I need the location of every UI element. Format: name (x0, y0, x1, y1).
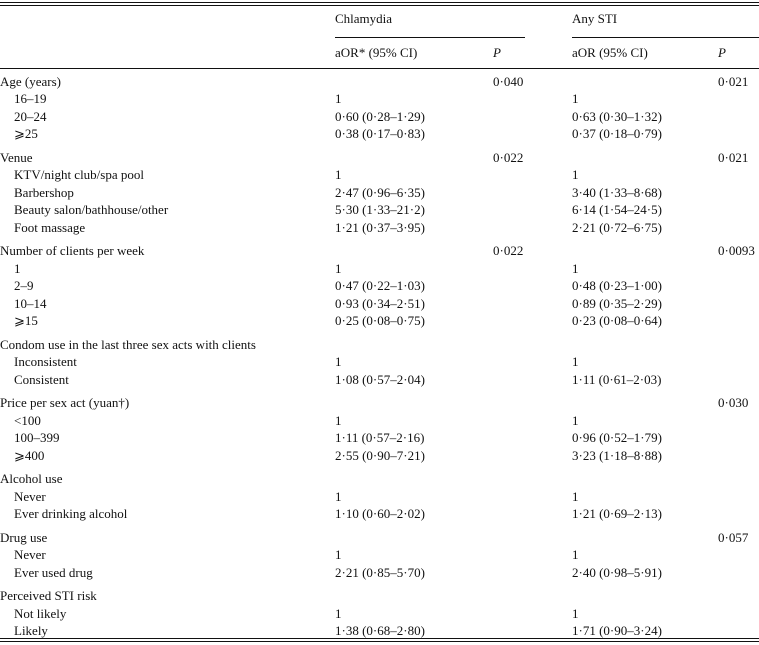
top-rule-inner (0, 5, 759, 6)
group-header-any-sti: Any STI (572, 11, 618, 26)
chlamydia-aor: 0·47 (0·22–1·03) (335, 278, 425, 293)
table-row (0, 166, 759, 184)
chlamydia-aor: 1·11 (0·57–2·16) (335, 430, 425, 445)
col-header-chl-p: P (493, 45, 501, 60)
chlamydia-aor: 1 (335, 167, 342, 182)
chlamydia-aor: 0·38 (0·17–0·83) (335, 126, 425, 141)
row-label: <100 (14, 412, 41, 428)
table-row (0, 546, 759, 564)
chlamydia-p-value: 0·022 (493, 149, 524, 165)
any-sti-aor: 6·14 (1·54–24·5) (572, 202, 662, 217)
row-label: ⩾25 (14, 126, 38, 141)
row-label: Barbershop (14, 184, 74, 200)
section-header-row (0, 149, 759, 167)
chlamydia-p-value: 0·040 (493, 73, 524, 89)
table-row (0, 412, 759, 430)
row-label: Never (14, 488, 46, 504)
section-title: Alcohol use (0, 471, 63, 486)
table-row (0, 184, 759, 202)
section-title: Drug use (0, 529, 48, 545)
any-sti-aor: 1 (572, 260, 579, 276)
row-label: 2–9 (14, 278, 34, 293)
row-label: 16–19 (14, 91, 47, 106)
any-sti-aor: 1 (572, 605, 579, 621)
section-header-row (0, 73, 759, 91)
row-label: 100–399 (14, 430, 60, 445)
table-row (0, 353, 759, 371)
table-row (0, 505, 759, 523)
chlamydia-p-value: 0·022 (493, 243, 524, 258)
any-sti-aor: 1·71 (0·90–3·24) (572, 623, 662, 638)
row-label: ⩾15 (14, 313, 38, 328)
section-title: Perceived STI risk (0, 588, 97, 603)
any-sti-aor: 0·48 (0·23–1·00) (572, 278, 662, 293)
chlamydia-aor: 1 (335, 412, 342, 428)
table-row (0, 90, 759, 108)
row-label: Ever drinking alcohol (14, 506, 128, 521)
any-sti-aor: 0·23 (0·08–0·64) (572, 313, 662, 328)
group-header-chlamydia: Chlamydia (335, 11, 393, 26)
chlamydia-aor: 1·38 (0·68–2·80) (335, 623, 425, 638)
chlamydia-aor: 1·08 (0·57–2·04) (335, 371, 425, 387)
table-row (0, 605, 759, 623)
any-sti-aor: 1 (572, 412, 579, 428)
row-label: Never (14, 547, 46, 562)
table-row (0, 429, 759, 447)
table-row (0, 371, 759, 389)
table-body (0, 73, 759, 640)
section-header-row (0, 394, 759, 412)
table-row (0, 277, 759, 295)
any-sti-aor: 1 (572, 547, 579, 562)
group-underline-any-sti (572, 37, 759, 38)
chlamydia-aor: 1·10 (0·60–2·02) (335, 506, 425, 521)
chlamydia-aor: 0·25 (0·08–0·75) (335, 313, 425, 328)
chlamydia-aor: 0·60 (0·28–1·29) (335, 108, 425, 124)
any-sti-aor: 0·63 (0·30–1·32) (572, 108, 662, 124)
section-header-row (0, 529, 759, 547)
section-header-row (0, 470, 759, 488)
any-sti-p-value: 0·021 (718, 73, 749, 89)
table-row (0, 622, 759, 640)
chlamydia-aor: 1 (335, 91, 342, 106)
row-label: Ever used drug (14, 564, 93, 580)
bottom-rule (0, 638, 759, 639)
top-rule (0, 2, 759, 3)
row-label: Inconsistent (14, 354, 77, 369)
bottom-rule-inner (0, 641, 759, 642)
row-label: Likely (14, 623, 48, 638)
chlamydia-aor: 0·93 (0·34–2·51) (335, 295, 425, 311)
any-sti-aor: 1 (572, 91, 579, 106)
table-row (0, 488, 759, 506)
any-sti-p-value: 0·0093 (718, 243, 755, 258)
row-label: Not likely (14, 605, 67, 621)
row-label: 10–14 (14, 295, 47, 311)
chlamydia-aor: 2·21 (0·85–5·70) (335, 564, 425, 580)
chlamydia-aor: 1 (335, 260, 342, 276)
any-sti-aor: 3·40 (1·33–8·68) (572, 184, 662, 200)
row-label: 20–24 (14, 108, 47, 124)
chlamydia-aor: 5·30 (1·33–21·2) (335, 202, 425, 217)
any-sti-aor: 0·37 (0·18–0·79) (572, 126, 662, 141)
section-title: Age (years) (0, 73, 61, 89)
group-underline-chlamydia (335, 37, 525, 38)
section-header-row (0, 587, 759, 605)
row-label: Consistent (14, 371, 69, 387)
section-title: Price per sex act (yuan†) (0, 395, 130, 410)
table-row (0, 312, 759, 330)
row-label: Foot massage (14, 219, 86, 235)
chlamydia-aor: 1 (335, 488, 342, 504)
any-sti-aor: 3·23 (1·18–8·88) (572, 447, 662, 463)
any-sti-p-value: 0·030 (718, 395, 749, 410)
row-label: Beauty salon/bathhouse/other (14, 202, 169, 217)
any-sti-aor: 0·96 (0·52–1·79) (572, 430, 662, 445)
chlamydia-aor: 1 (335, 605, 342, 621)
chlamydia-aor: 1 (335, 547, 342, 562)
table-row (0, 260, 759, 278)
table-row (0, 125, 759, 143)
table-row (0, 201, 759, 219)
any-sti-aor: 0·89 (0·35–2·29) (572, 295, 662, 311)
col-header-sti-aor: aOR (95% CI) (572, 45, 648, 60)
any-sti-aor: 1·21 (0·69–2·13) (572, 506, 662, 521)
row-label: KTV/night club/spa pool (14, 167, 144, 182)
any-sti-aor: 1 (572, 354, 579, 369)
section-header-row (0, 242, 759, 260)
chlamydia-aor: 1·21 (0·37–3·95) (335, 219, 425, 235)
table-row (0, 219, 759, 237)
section-title: Venue (0, 149, 33, 165)
row-label: 1 (14, 260, 21, 276)
table-row (0, 108, 759, 126)
any-sti-aor: 1 (572, 167, 579, 182)
section-title: Number of clients per week (0, 243, 145, 258)
table-row (0, 295, 759, 313)
chlamydia-aor: 2·55 (0·90–7·21) (335, 447, 425, 463)
chlamydia-aor: 1 (335, 354, 342, 369)
col-header-chl-aor: aOR* (95% CI) (335, 45, 418, 60)
header-rule (0, 68, 759, 69)
any-sti-aor: 2·40 (0·98–5·91) (572, 564, 662, 580)
table-row (0, 447, 759, 465)
row-label: ⩾400 (14, 447, 45, 463)
any-sti-p-value: 0·021 (718, 149, 749, 165)
any-sti-aor: 2·21 (0·72–6·75) (572, 219, 662, 235)
any-sti-p-value: 0·057 (718, 529, 749, 545)
section-title: Condom use in the last three sex acts with clients (0, 336, 256, 352)
table-row (0, 564, 759, 582)
any-sti-aor: 1·11 (0·61–2·03) (572, 371, 662, 387)
any-sti-aor: 1 (572, 488, 579, 504)
col-header-sti-p: P (718, 45, 726, 60)
section-header-row (0, 336, 759, 354)
chlamydia-aor: 2·47 (0·96–6·35) (335, 184, 425, 200)
